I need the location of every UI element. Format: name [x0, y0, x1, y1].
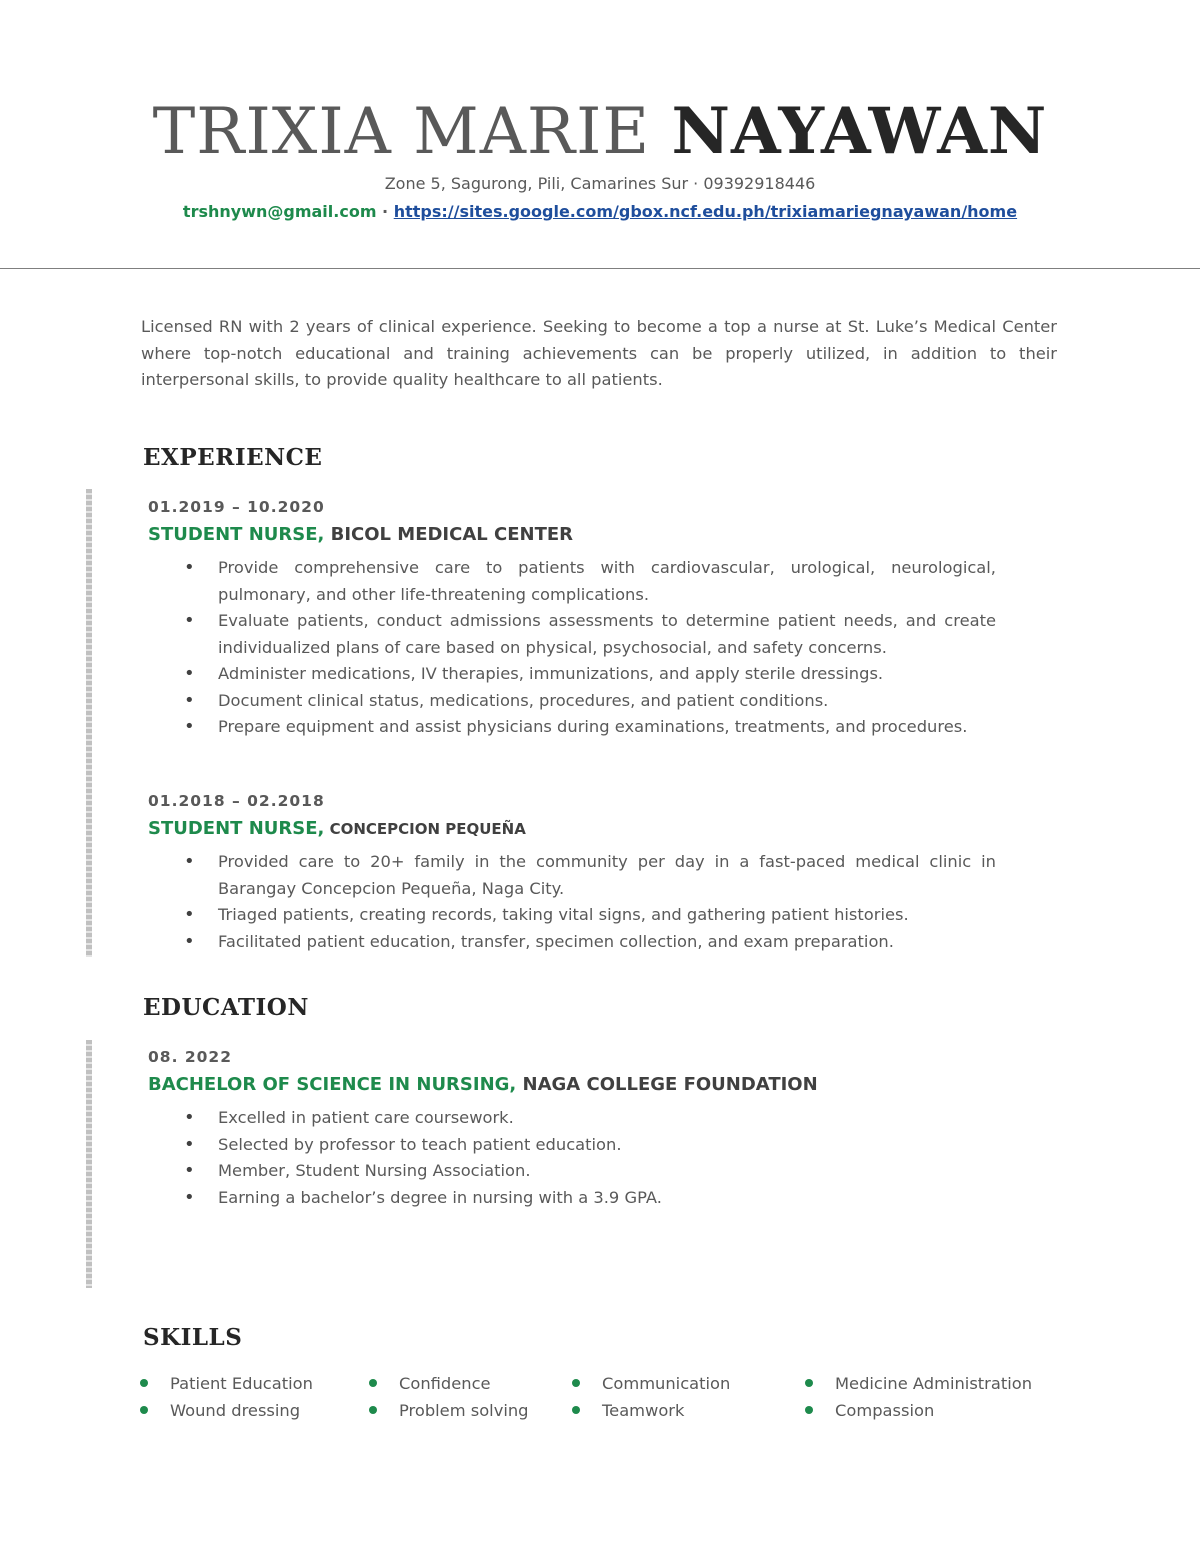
- job-1-dates: 01.2019 – 10.2020: [148, 498, 325, 516]
- list-item: • Member, Student Nursing Association.: [184, 1158, 996, 1185]
- skill-item: Problem solving: [369, 1401, 529, 1420]
- list-item: • Earning a bachelor’s degree in nursing with a 3.9 GPA.: [184, 1185, 996, 1212]
- education-degree-line: [148, 1074, 818, 1095]
- list-item: • Excelled in patient care coursework.: [184, 1105, 996, 1132]
- job-2-title: [148, 818, 526, 839]
- header-divider: [0, 268, 1200, 269]
- list-item: • Evaluate patients, conduct admissions assessments to determine patient needs, and create individualized plans of care based on physical, psychosocial, and safety concerns.: [184, 608, 996, 661]
- skill-item: Confidence: [369, 1374, 491, 1393]
- skills-heading: SKILLS: [143, 1324, 243, 1351]
- bullet-dot-icon: [572, 1406, 580, 1414]
- skill-item: Communication: [572, 1374, 730, 1393]
- skill-item: Compassion: [805, 1401, 934, 1420]
- skill-item: Wound dressing: [140, 1401, 300, 1420]
- education-dates: 08. 2022: [148, 1048, 232, 1066]
- last-name: NAYAWAN: [671, 94, 1048, 169]
- email-text: trshnywn@gmail.com: [182, 202, 377, 221]
- list-item: • Administer medications, IV therapies, immunizations, and apply sterile dressings.: [184, 661, 996, 688]
- bullet-dot-icon: [369, 1379, 377, 1387]
- candidate-name: [0, 92, 1200, 172]
- experience-side-bar: [86, 489, 92, 957]
- list-item: • Prepare equipment and assist physicians during examinations, treatments, and procedures.: [184, 714, 996, 741]
- list-item: • Selected by professor to teach patient education.: [184, 1132, 996, 1159]
- bullet-dot-icon: [140, 1379, 148, 1387]
- job-1-org: BICOL MEDICAL CENTER: [324, 524, 574, 545]
- job-1-role: STUDENT NURSE,: [148, 524, 325, 545]
- experience-heading: EXPERIENCE: [143, 444, 323, 471]
- skill-item: Patient Education: [140, 1374, 313, 1393]
- bullet-dot-icon: [805, 1379, 813, 1387]
- bullet-dot-icon: [805, 1406, 813, 1414]
- job-1-title: [148, 524, 573, 545]
- bullet-dot-icon: [369, 1406, 377, 1414]
- education-degree: BACHELOR OF SCIENCE IN NURSING,: [148, 1074, 517, 1095]
- list-item: • Provide comprehensive care to patients with cardiovascular, urological, neurological, pulmonary, and other life-threatening complications.: [184, 555, 996, 608]
- skill-item: Teamwork: [572, 1401, 684, 1420]
- education-heading: EDUCATION: [143, 994, 309, 1021]
- website-link[interactable]: https://sites.google.com/gbox.ncf.edu.ph/trixiamariegnayawan/home: [393, 202, 1018, 221]
- list-item: • Document clinical status, medications, procedures, and patient conditions.: [184, 688, 996, 715]
- education-side-bar: [86, 1040, 92, 1288]
- education-school: NAGA COLLEGE FOUNDATION: [516, 1074, 818, 1095]
- list-item: • Provided care to 20+ family in the community per day in a fast-paced medical clinic in Barangay Concepcion Pequeña, Naga City.: [184, 849, 996, 902]
- summary-text: Licensed RN with 2 years of clinical experience. Seeking to become a top a nurse at St. Luke’s Medical Center where top-notch educational and training achievements can be properly utilized, in addition to their interpersonal skills, to provide quality healthcare to all patients.: [141, 317, 1057, 389]
- address-phone: Zone 5, Sagurong, Pili, Camarines Sur · 09392918446: [384, 174, 816, 193]
- list-item: • Triaged patients, creating records, taking vital signs, and gathering patient histories.: [184, 902, 996, 929]
- job-2-bullets: [184, 849, 996, 955]
- job-2-role: STUDENT NURSE,: [148, 818, 325, 839]
- first-names: TRIXIA MARIE: [152, 95, 651, 169]
- skills-grid: [140, 1374, 1080, 1434]
- job-1-bullets: [184, 555, 996, 741]
- bullet-dot-icon: [140, 1406, 148, 1414]
- skill-item: Medicine Administration: [805, 1374, 1032, 1393]
- bullet-dot-icon: [572, 1379, 580, 1387]
- contact-links: [0, 202, 1200, 221]
- job-2-dates: 01.2018 – 02.2018: [148, 792, 325, 810]
- job-2-org: CONCEPCION PEQUEÑA: [324, 820, 526, 838]
- education-bullets: [184, 1105, 996, 1211]
- list-item: • Facilitated patient education, transfer, specimen collection, and exam preparation.: [184, 929, 996, 956]
- contact-separator: ·: [376, 202, 394, 221]
